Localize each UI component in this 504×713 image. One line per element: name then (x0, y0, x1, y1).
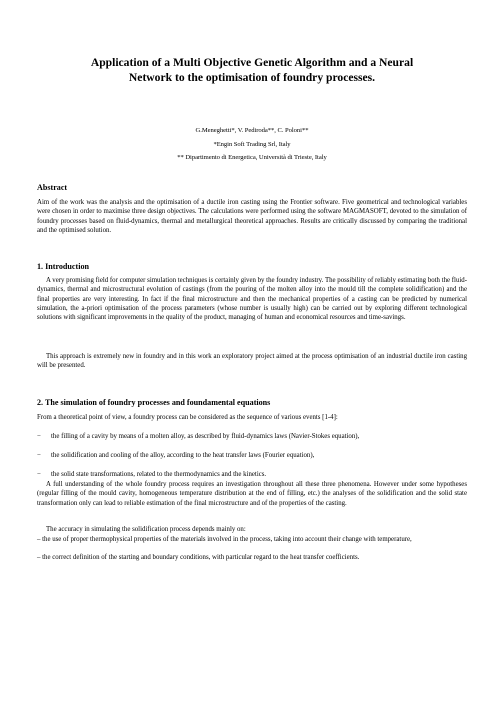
section-2-heading: 2. The simulation of foundry processes and foundamental equations (37, 398, 271, 407)
dash-item-1: – the use of proper thermophysical properties of the materials involved in the process, taking into account their change with temperature, (37, 536, 412, 543)
affiliation-1: *Engin Soft Trading Srl, Italy (213, 141, 291, 148)
authors: G.Meneghetti*, V. Pediroda**, C. Poloni** (195, 127, 309, 134)
bullet-text: the solid state transformations, related to the thermodynamics and the kinetics. (51, 471, 267, 478)
section-2-paragraph-2: A full understanding of the whole foundry process requires an investigation throughout all these three phenomena. However under some hypotheses (regular filling of the mould cavity, homogeneous temperature distribution at the end of filling, etc.) the analyses of the solidification and the solid state transformation only can lead to reliable estimation of the final microstructure and of the properties of the casting. (37, 481, 467, 507)
title-line-2: Network to the optimisation of foundry processes. (128, 71, 376, 84)
dash-item-2: – the correct definition of the starting and boundary conditions, with particular regard to the heat transfer coefficients. (37, 554, 360, 561)
section-1-paragraph-1: A very promising field for computer simulation techniques is certainly given by the foundry industry. The possibility of reliably estimating both the fluid-dynamics, thermal and microstructural evolution of castings (from the pouring of the molten alloy into the mould till the complete solidification) and the final properties are very interesting. In fact if the final microstructure and then the mechanical properties of a casting can be predicted by numerical simulation, the a-priori optimisation of the process parameters (whose number is usually high) can be carried out by exploring different technological solutions with significant improvements in the quality of the product, managing of human and economical resources and time-savings. (37, 277, 467, 322)
section-2-paragraph-1: From a theoretical point of view, a foundry process can be considered as the sequence of various events [1-4]: (37, 414, 338, 421)
section-1-paragraph-2: This approach is extremely new in foundry and in this work an exploratory project aimed at the process optimisation of an industrial ductile iron casting will be presented. (37, 353, 467, 370)
list-item (37, 470, 467, 479)
bullet-mark: − (37, 452, 41, 459)
bullet-text: the solidification and cooling of the alloy, according to the heat transfer laws (Fourier equation), (51, 452, 315, 459)
title-line-1: Application of a Multi Objective Genetic Algorithm and a Neural (90, 56, 414, 69)
bullet-mark: − (37, 433, 41, 440)
list-item (37, 432, 467, 441)
paper-title (37, 55, 467, 85)
abstract-heading: Abstract (37, 183, 68, 192)
section-2-paragraph-3: The accuracy in simulating the solidification process depends mainly on: (46, 526, 246, 533)
abstract-text: Aim of the work was the analysis and the optimisation of a ductile iron casting using the Frontier software. Five geometrical and technological variables were chosen in order to maximise three design objectives. The calculations were performed using the software MAGMASOFT, devoted to the simulation of foundry processes based on fluid-dynamics, thermal and metallurgical theoretical approaches. Results are critically discussed by comparing the traditional and the optimised solution. (37, 199, 467, 234)
list-item (37, 451, 467, 460)
bullet-mark: − (37, 471, 41, 478)
section-1-heading: 1. Introduction (37, 262, 90, 271)
affiliation-2: ** Dipartimento di Energetica, Università di Trieste, Italy (177, 154, 327, 161)
bullet-text: the filling of a cavity by means of a molten alloy, as described by fluid-dynamics laws (Navier-Stokes equation), (51, 433, 360, 440)
